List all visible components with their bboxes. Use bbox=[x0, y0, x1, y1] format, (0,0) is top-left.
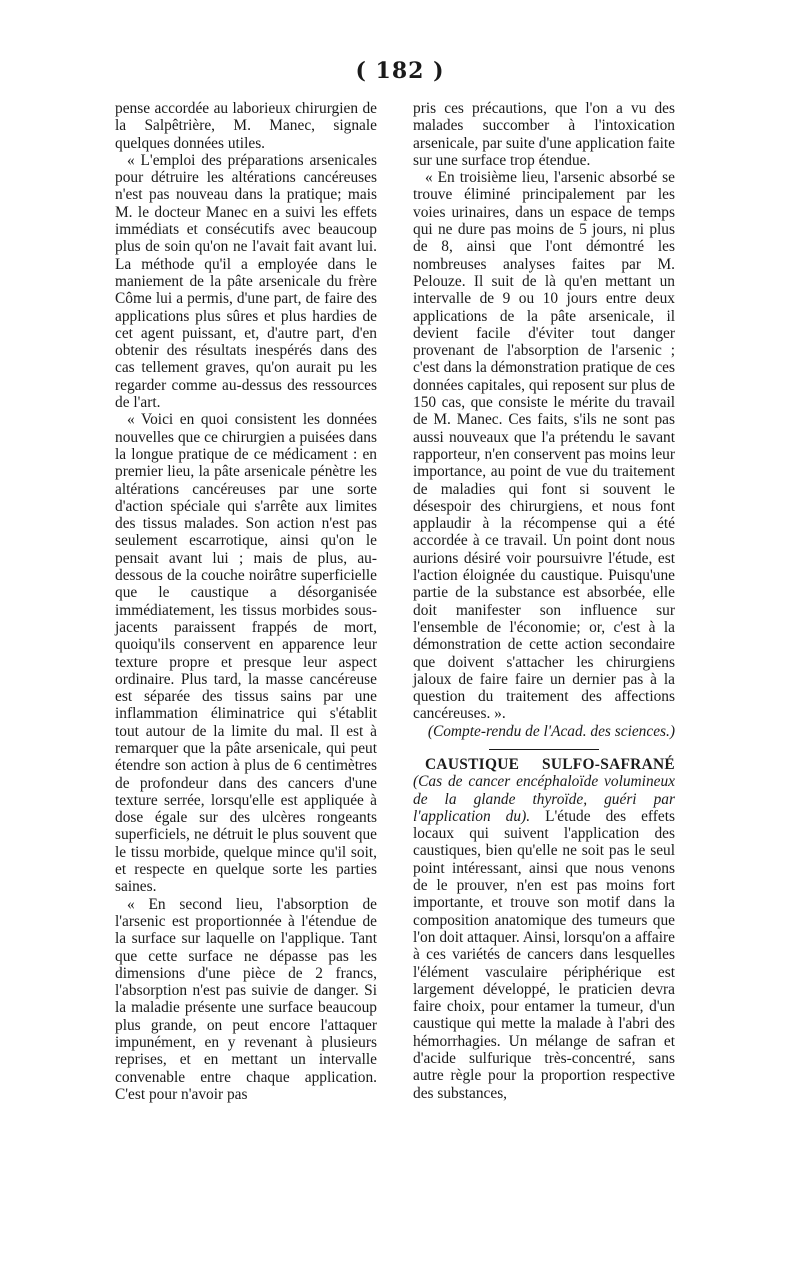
left-column bbox=[115, 100, 377, 1103]
left-paragraph-3: « Voici en quoi consistent les données nouvelles que ce chirurgien a puisées dans la longue pratique de ce médicament : en premier lieu, la pâte arsenicale pénètre les altérations cancéreuses par une sorte d'action spéciale qui s'arrête aux limites des tissus malades. Son action n'est pas seulement escarrotique, ainsi qu'on le pensait avant lui ; mais de plus, au-dessous de la couche noirâtre superficielle que le caustique a désorganisée immédiatement, les tissus morbides sous-jacents paraissent frappés de mort, quoiqu'ils conservent en apparence leur texture propre et presque leur aspect ordinaire. Plus tard, la masse cancéreuse est séparée des tissus sains par une inflammation éliminatrice qui s'établit tout autour de la limite du mal. Il est à remarquer que la pâte arsenicale, qui peut étendre son action à plus de 6 centimètres de profondeur dans des cancers d'une texture serrée, lorsqu'elle est appliquée à dose égale sur des ulcères rongeants superficiels, ne détruit le plus souvent que le tissu morbide, quelque mince qu'il soit, et respecte en quelque sorte les parties saines. bbox=[115, 411, 377, 896]
right-paragraph-2: « En troisième lieu, l'arsenic absorbé se trouve éliminé principalement par les voies urinaires, dans un espace de temps qui ne dure pas moins de 5 jours, ni plus de 8, ainsi que l'ont démontré les nombreuses analyses faites par M. Pelouze. Il suit de là qu'en mettant un intervalle de 9 ou 10 jours entre deux applications de la pâte arsenicale, il devient facile d'éviter tout danger provenant de l'absorption de l'arsenic ; c'est dans la démonstration pratique de ces données capitales, qui reposent sur plus de 150 cas, que consiste le mérite du travail de M. Manec. Ces faits, s'ils ne sont pas aussi nouveaux que l'a prétendu le savant rapporteur, n'en conservent pas moins leur importance, au point de vue du traitement de maladies qui font si souvent le désespoir des chirurgiens, et nous font applaudir à la récompense qui a été accordée à ce travail. Un point dont nous aurions désiré voir poursuivre l'étude, est l'action éloignée du caustique. Puisqu'une partie de la substance est absorbée, elle doit manifester son influence sur l'ensemble de l'économie; or, c'est à la démonstration de cette action secondaire que doivent s'attacher les chirurgiens jaloux de faire faire un dernier pas à la question du traitement des affections cancéreuses. ». bbox=[413, 169, 676, 723]
section-heading-paragraph bbox=[413, 756, 675, 1102]
section-divider bbox=[489, 749, 599, 750]
page-number: ( 182 ) bbox=[355, 58, 445, 84]
right-column bbox=[413, 100, 675, 1102]
section-heading: CAUSTIQUE SULFO-SAFRANÉ bbox=[425, 755, 675, 773]
right-paragraph-1: pris ces précautions, que l'on a vu des malades succomber à l'intoxication arsenicale, par suite d'une application faite sur une surface trop étendue. bbox=[413, 100, 675, 169]
left-paragraph-1: pense accordée au laborieux chirurgien de la Salpêtrière, M. Manec, signale quelques données utiles. bbox=[115, 100, 377, 152]
left-paragraph-4: « En second lieu, l'absorption de l'arsenic est proportionnée à l'étendue de la surface sur laquelle on l'applique. Tant que cette surface ne dépasse pas les dimensions d'une pièce de 2 francs, l'absorption n'est pas suivie de danger. Si la maladie présente une surface beaucoup plus grande, on peut encore l'attaquer impunément, en y revenant à plusieurs reprises, et en mettant un intervalle convenable entre chaque application. C'est pour n'avoir pas bbox=[115, 895, 377, 1103]
source-reference: (Compte-rendu de l'Acad. des sciences.) bbox=[427, 722, 675, 740]
section-subtitle: (Cas de cancer encéphaloïde volumineux de la glande thyroïde, guéri par l'application du). bbox=[413, 773, 675, 825]
section-text: L'étude des effets locaux qui suivent l'application des caustiques, bien qu'elle ne soit pas le seul point intéressant, ainsi que nous venons de le prouver, n'en est pas moins fort importante, et trouve son motif dans la composition anatomique des tumeurs que l'on doit attaquer. Ainsi, lorsqu'on a affaire à ces variétés de cancers dans lesquelles l'élément vasculaire périphérique est largement développé, le praticien devra faire choix, pour entamer la tumeur, d'un caustique qui mette la malade à l'abri des hémorrhagies. Un mélange de safran et d'acide sulfurique très-concentré, sans autre règle pour la proportion respective des substances, bbox=[413, 807, 675, 1102]
left-paragraph-2: « L'emploi des préparations arsenicales pour détruire les altérations cancéreuses n'est pas nouveau dans la pratique; mais M. le docteur Manec en a suivi les effets immédiats et consécutifs avec beaucoup plus de soin qu'on ne l'avait fait avant lui. La méthode qu'il a employée dans le maniement de la pâte arsenicale du frère Côme lui a permis, d'une part, de faire des applications plus sûres et plus hardies de cet agent puissant, et, d'autre part, d'en obtenir des résultats inespérés dans des cas tellement graves, qu'on aurait pu les regarder comme au-dessus des ressources de l'art. bbox=[115, 151, 377, 412]
